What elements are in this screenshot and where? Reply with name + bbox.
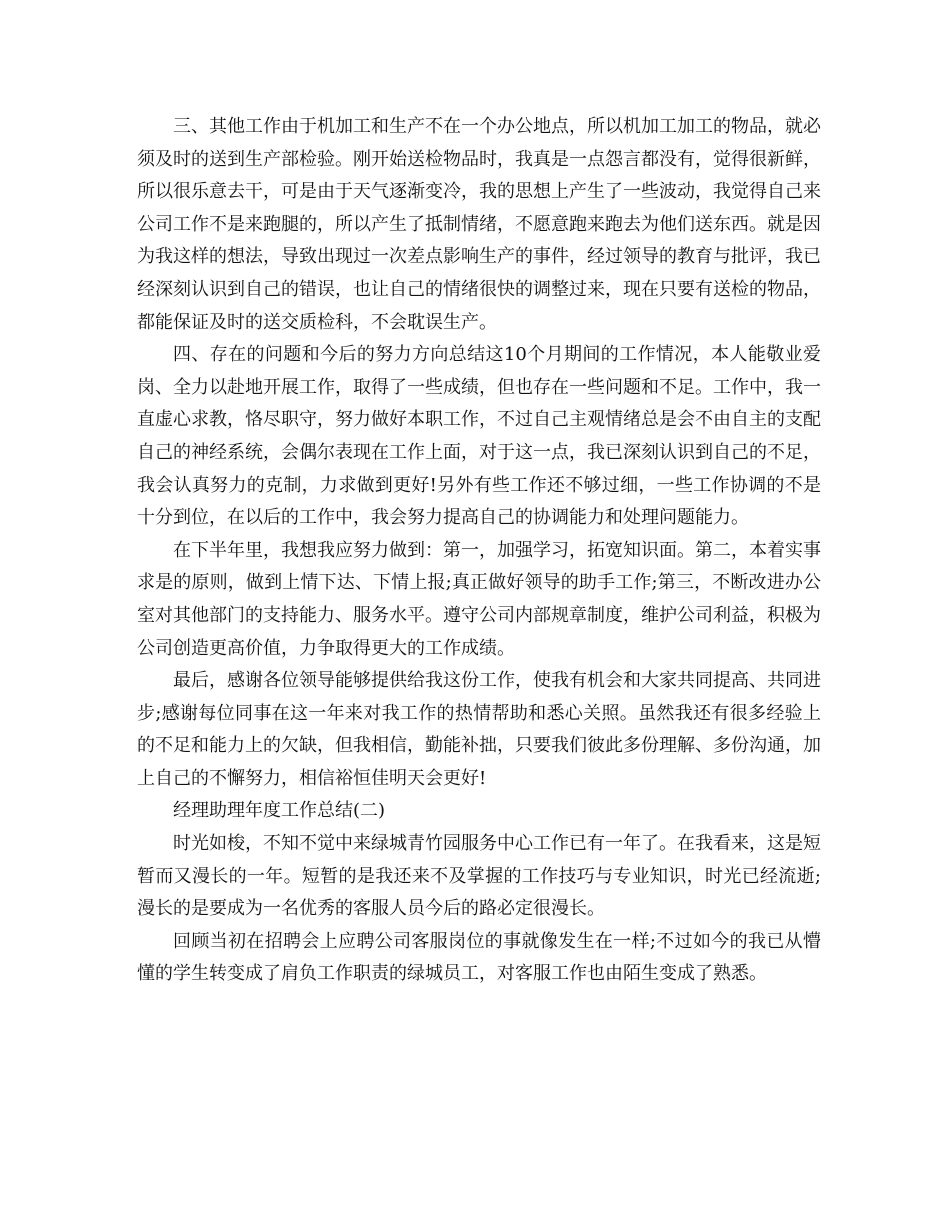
paragraph-work-other: 三、其他工作由于机加工和生产不在一个办公地点，所以机加工加工的物品，就必须及时的送到生产部检验。刚开始送检物品时，我真是一点怨言都没有，觉得很新鲜，所以很乐意去干，可是由于天气逐渐变冷，我的思想上产生了一些波动，我觉得自己来公司工作不是来跑腿的，所以产生了抵制情绪，不愿意跑来跑去为他们送东西。就是因为我这样的想法，导致出现过一次差点影响生产的事件，经过领导的教育与批评，我已经深刻认识到自己的错误，也让自己的情绪很快的调整过来，现在只要有送检的物品，都能保证及时的送交质检科，不会耽误生产。 [137, 116, 821, 333]
paragraph-time-flies: 时光如梭，不知不觉中来绿城青竹园服务中心工作已有一年了。在我看来，这是短暂而又漫长的一年。短暂的是我还来不及掌握的工作技巧与专业知识，时光已经流逝;漫长的是要成为一名优秀的客服人员今后的路必定很漫长。 [137, 833, 821, 920]
paragraph-problems-direction: 四、存在的问题和今后的努力方向总结这10个月期间的工作情况，本人能敬业爱岗、全力以赴地开展工作，取得了一些成绩，但也存在一些问题和不足。工作中，我一直虚心求教，恪尽职守，努力做好本职工作，不过自己主观情绪总是会不由自主的支配自己的神经系统，会偶尔表现在工作上面，对于这一点，我已深刻认识到自己的不足，我会认真努力的克制，力求做到更好!另外有些工作还不够过细，一些工作协调的不是十分到位，在以后的工作中，我会努力提高自己的协调能力和处理问题能力。 [137, 344, 821, 529]
paragraph-thanks: 最后，感谢各位领导能够提供给我这份工作，使我有机会和大家共同提高、共同进步;感谢每位同事在这一年来对我工作的热情帮助和悉心关照。虽然我还有很多经验上的不足和能力上的欠缺，但我相信，勤能补拙，只要我们彼此多份理解、多份沟通，加上自己的不懈努力，相信裕恒佳明天会更好! [137, 670, 821, 789]
paragraph-second-half-plan: 在下半年里，我想我应努力做到：第一，加强学习，拓宽知识面。第二，本着实事求是的原则，做到上情下达、下情上报;真正做好领导的助手工作;第三，不断改进办公室对其他部门的支持能力、服务水平。遵守公司内部规章制度，维护公司利益，积极为公司创造更高价值，力争取得更大的工作成绩。 [137, 539, 821, 659]
paragraph-review: 回顾当初在招聘会上应聘公司客服岗位的事就像发生在一样;不过如今的我已从懵懂的学生转变成了肩负工作职责的绿城员工，对客服工作也由陌生变成了熟悉。 [137, 930, 821, 985]
section-heading: 经理助理年度工作总结(二) [173, 800, 386, 822]
document-body [137, 111, 821, 991]
